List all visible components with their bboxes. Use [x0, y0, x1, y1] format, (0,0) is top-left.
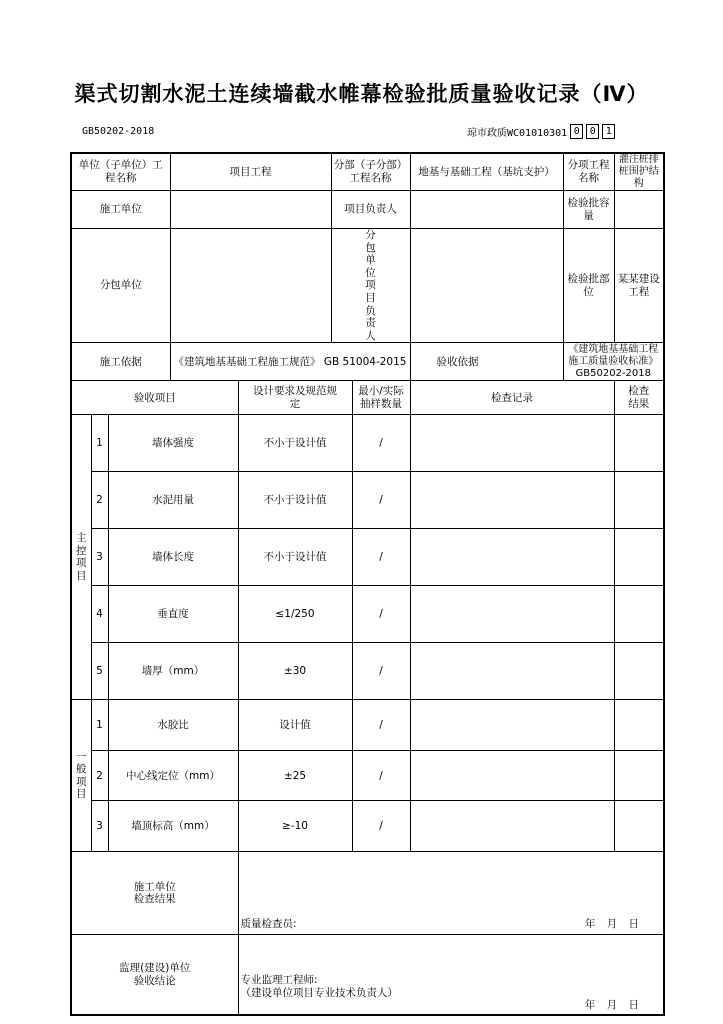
row-number: 2 — [91, 472, 108, 529]
item-result[interactable] — [614, 529, 664, 586]
item-requirement: 不小于设计值 — [238, 529, 352, 586]
item-name: 墙厚（mm） — [108, 643, 238, 700]
item-name: 墙顶标高（mm） — [108, 801, 238, 852]
item-sample[interactable]: / — [352, 643, 410, 700]
check-result-text: 检查结果 — [133, 893, 176, 906]
accept-value[interactable]: 《建筑地基基础工程施工质量验收标准》GB50202-2018 — [563, 343, 664, 381]
contractor-label: 施工单位 — [71, 191, 170, 229]
basis-value[interactable]: 《建筑地基基础工程施工规范》 GB 51004-2015 — [170, 343, 410, 381]
item-record[interactable] — [410, 529, 614, 586]
subcontractor-value[interactable] — [170, 229, 331, 343]
main-control-char: 项 — [76, 557, 87, 570]
item-record[interactable] — [410, 472, 614, 529]
item-requirement: ≤1/250 — [238, 586, 352, 643]
subcontractor-label: 分包单位 — [71, 229, 170, 343]
col-sample: 最小/实际抽样数量 — [352, 381, 410, 415]
item-name: 墙体强度 — [108, 415, 238, 472]
item-requirement: 不小于设计值 — [238, 415, 352, 472]
general-char: 般 — [76, 763, 87, 776]
item-name: 水胶比 — [108, 700, 238, 751]
construction-check-label — [71, 852, 238, 935]
col-design: 设计要求及规范规定 — [238, 381, 352, 415]
item-record[interactable] — [410, 415, 614, 472]
item-record[interactable] — [410, 586, 614, 643]
main-control-char: 主 — [76, 532, 87, 545]
subitem-label: 分项工程名称 — [563, 153, 614, 191]
division-value[interactable]: 地基与基础工程（基坑支护） — [410, 153, 563, 191]
table-row — [71, 415, 664, 472]
construction-check-area[interactable] — [238, 852, 664, 935]
unit-value[interactable]: 项目工程 — [170, 153, 331, 191]
table-row — [71, 751, 664, 801]
page-title: 渠式切割水泥土连续墙截水帷幕检验批质量验收记录（Ⅳ） — [74, 82, 649, 106]
item-name: 墙体长度 — [108, 529, 238, 586]
supervision-label — [71, 935, 238, 1015]
item-result[interactable] — [614, 643, 664, 700]
subitem-value[interactable]: 灌注桩排桩围护结构 — [614, 153, 664, 191]
row-number: 2 — [91, 751, 108, 801]
item-requirement: 设计值 — [238, 700, 352, 751]
inspection-form — [70, 152, 665, 1016]
item-record[interactable] — [410, 801, 614, 852]
row-number: 4 — [91, 586, 108, 643]
sub-pm-label: 分包单位项目负责人 — [331, 229, 410, 343]
item-sample[interactable]: / — [352, 586, 410, 643]
main-control-char: 目 — [76, 569, 87, 582]
table-row — [71, 586, 664, 643]
accept-label: 验收依据 — [410, 343, 563, 381]
item-name: 垂直度 — [108, 586, 238, 643]
item-result[interactable] — [614, 751, 664, 801]
row-number: 1 — [91, 415, 108, 472]
unit-label: 单位（子单位）工程名称 — [71, 153, 170, 191]
table-row — [71, 643, 664, 700]
item-name: 中心线定位（mm） — [108, 751, 238, 801]
item-record[interactable] — [410, 700, 614, 751]
row-number: 1 — [91, 700, 108, 751]
main-control-label — [71, 415, 91, 700]
acceptance-date: 年 月 日 — [584, 999, 644, 1012]
engineer-line-2: （建设单位项目专业技术负责人） — [240, 986, 399, 999]
record-number — [467, 124, 615, 139]
item-record[interactable] — [410, 643, 614, 700]
division-label: 分部（子分部）工程名称 — [331, 153, 410, 191]
contractor-value[interactable] — [170, 191, 331, 229]
engineer-line-1: 专业监理工程师: — [240, 973, 318, 986]
capacity-value[interactable] — [614, 191, 664, 229]
general-char: 一 — [76, 750, 87, 763]
table-row — [71, 700, 664, 751]
capacity-label: 检验批容量 — [563, 191, 614, 229]
row-number: 3 — [91, 529, 108, 586]
table-row — [71, 529, 664, 586]
general-char: 项 — [76, 775, 87, 788]
table-row — [71, 472, 664, 529]
item-name: 水泥用量 — [108, 472, 238, 529]
record-digit[interactable]: 1 — [602, 124, 615, 139]
col-item: 验收项目 — [71, 381, 238, 415]
item-result[interactable] — [614, 472, 664, 529]
general-label — [71, 700, 91, 852]
supervision-unit-text: 监理(建设)单位 — [119, 962, 191, 974]
item-sample[interactable]: / — [352, 801, 410, 852]
table-row — [71, 801, 664, 852]
construction-unit-text: 施工单位 — [133, 880, 176, 893]
item-record[interactable] — [410, 751, 614, 801]
standard-code: GB50202-2018 — [82, 126, 155, 137]
pm-label: 项目负责人 — [331, 191, 410, 229]
item-sample[interactable]: / — [352, 472, 410, 529]
item-sample[interactable]: / — [352, 529, 410, 586]
col-record: 检查记录 — [410, 381, 614, 415]
main-control-char: 控 — [76, 544, 87, 557]
inspector-label: 质量检查员: — [240, 917, 297, 930]
record-digit[interactable]: 0 — [570, 124, 583, 139]
part-label: 检验批部位 — [563, 229, 614, 343]
item-requirement: 不小于设计值 — [238, 472, 352, 529]
engineer-label — [241, 974, 399, 1000]
supervision-area[interactable] — [238, 935, 664, 1015]
item-sample[interactable]: / — [352, 415, 410, 472]
row-number: 5 — [91, 643, 108, 700]
item-requirement: ±25 — [238, 751, 352, 801]
item-sample[interactable]: / — [352, 700, 410, 751]
record-digit[interactable]: 0 — [586, 124, 599, 139]
item-result[interactable] — [614, 700, 664, 751]
inspection-date: 年 月 日 — [584, 917, 644, 930]
item-requirement: ±30 — [238, 643, 352, 700]
row-number: 3 — [91, 801, 108, 852]
item-requirement: ≥-10 — [238, 801, 352, 852]
col-result: 检查结果 — [614, 381, 664, 415]
part-value[interactable]: 某某建设工程 — [614, 229, 664, 343]
basis-label: 施工依据 — [71, 343, 170, 381]
item-sample[interactable]: / — [352, 751, 410, 801]
item-result[interactable] — [614, 415, 664, 472]
item-result[interactable] — [614, 801, 664, 852]
general-char: 目 — [76, 788, 87, 801]
sub-pm-value[interactable] — [410, 229, 563, 343]
record-number-prefix: 琼市政质WC01010301 — [467, 128, 568, 139]
pm-value[interactable] — [410, 191, 563, 229]
acceptance-conclusion-text: 验收结论 — [133, 974, 176, 987]
item-result[interactable] — [614, 586, 664, 643]
